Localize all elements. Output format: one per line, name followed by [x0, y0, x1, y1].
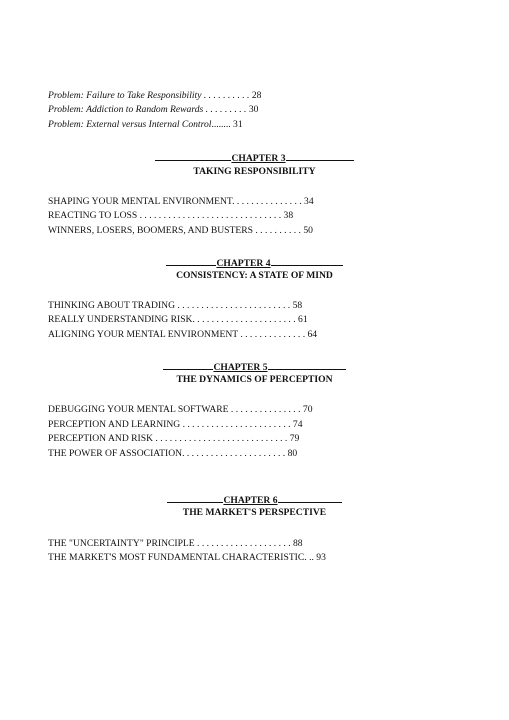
toc-entry — [48, 300, 302, 312]
chapter-number: CHAPTER 5 — [213, 362, 268, 373]
toc-entry-text: THE MARKET'S MOST FUNDAMENTAL CHARACTERISTIC — [48, 552, 305, 563]
toc-page-number: 80 — [287, 448, 298, 459]
toc-entry-text: REACTING TO LOSS — [48, 210, 138, 221]
toc-leader-dots: . . . . . . . . . . . . . . . . . . . . — [194, 538, 293, 549]
toc-leader-dots: . . . . . . . . . . . . . . . — [232, 196, 305, 207]
toc-page-number: 64 — [307, 329, 318, 340]
toc-entry-text: THE POWER OF ASSOCIATION — [48, 448, 183, 459]
toc-page-number: 34 — [304, 196, 314, 207]
chapter-number: CHAPTER 6 — [223, 495, 278, 506]
toc-page-number: 50 — [303, 225, 313, 236]
toc-entry — [48, 329, 317, 341]
toc-leader-dots: . . . . . . . . . . . . . . . . . . . . . . . . . . . . — [153, 433, 290, 444]
toc-entry — [48, 119, 243, 131]
toc-entry — [48, 404, 312, 416]
toc-page-number: 61 — [298, 314, 308, 325]
toc-entry-text: ALIGNING YOUR MENTAL ENVIRONMENT — [48, 329, 238, 340]
toc-entry-text: REALLY UNDERSTANDING RISK — [48, 314, 193, 325]
toc-entry — [48, 104, 258, 116]
toc-leader-dots: . . . . . . . . . . . . . . . . . . . . . . . — [180, 419, 293, 430]
toc-entry-text: PERCEPTION AND LEARNING — [48, 419, 181, 430]
toc-leader-dots: . . . . . . . . . . — [201, 90, 252, 101]
toc-page-number: 38 — [283, 210, 294, 221]
chapter-heading — [0, 360, 509, 374]
toc-leader-dots: . . . . . . . . . . . . . . . . . . . . . . — [182, 448, 288, 459]
toc-entry-text: PERCEPTION AND RISK — [48, 433, 154, 444]
toc-leader-dots: . . . . . . . . . . . . . . . . . . . . . . . . — [175, 300, 293, 311]
toc-entry — [48, 196, 314, 208]
chapter-number: CHAPTER 4 — [216, 258, 271, 269]
toc-entry-text: SHAPING YOUR MENTAL ENVIRONMENT — [48, 196, 233, 207]
toc-page-number: 88 — [293, 538, 303, 549]
toc-entry-text: DEBUGGING YOUR MENTAL SOFTWARE — [48, 404, 229, 415]
toc-entry-text: WINNERS, LOSERS, BOOMERS, AND BUSTERS — [48, 225, 253, 236]
toc-page-number: 93 — [316, 552, 326, 563]
toc-page-number: 31 — [233, 119, 243, 130]
toc-entry-text: Problem: Failure to Take Responsibility — [48, 90, 202, 101]
chapter-title: CONSISTENCY: A STATE OF MIND — [176, 270, 333, 281]
chapter-heading — [0, 151, 509, 165]
toc-entry — [48, 433, 299, 445]
toc-leader-dots: . . . . . . . . . . — [252, 225, 304, 236]
chapter-number: CHAPTER 3 — [231, 153, 286, 164]
toc-entry — [48, 538, 303, 550]
toc-page-number: 28 — [251, 90, 262, 101]
toc-entry-text: THINKING ABOUT TRADING — [48, 300, 176, 311]
toc-entry — [48, 225, 313, 237]
toc-entry — [48, 314, 308, 326]
toc-leader-dots: . . . . . . . . . . . . . . . — [228, 404, 303, 415]
toc-entry — [48, 448, 297, 460]
toc-entry — [48, 90, 261, 102]
chapter-title: TAKING RESPONSIBILITY — [193, 166, 316, 177]
chapter-heading — [0, 493, 509, 507]
toc-entry-text: Problem: External versus Internal Control — [48, 119, 212, 130]
chapter-title: THE DYNAMICS OF PERCEPTION — [176, 374, 333, 385]
toc-page-number: 79 — [289, 433, 300, 444]
chapter-heading — [0, 256, 509, 270]
toc-leader-dots: . . . . . . . . . . . . . . . . . . . . . . . . . . . . . . — [137, 210, 284, 221]
toc-page-number: 74 — [292, 419, 303, 430]
toc-page-number: 70 — [302, 404, 313, 415]
toc-leader-dots: . .. — [304, 552, 317, 563]
toc-page-number: 58 — [292, 300, 303, 311]
toc-leader-dots: . . . . . . . . . . . . . . . . . . . . . . — [192, 314, 299, 325]
toc-page-number: 30 — [248, 104, 259, 115]
toc-entry-text: Problem: Addiction to Random Rewards — [48, 104, 204, 115]
toc-entry — [48, 552, 326, 564]
toc-leader-dots: ........ — [211, 119, 234, 130]
toc-entry-text: THE "UNCERTAINTY" PRINCIPLE — [48, 538, 195, 549]
chapter-title: THE MARKET'S PERSPECTIVE — [182, 507, 327, 518]
toc-entry — [48, 419, 303, 431]
toc-entry — [48, 210, 293, 222]
toc-leader-dots: . . . . . . . . . . . . . . — [237, 329, 308, 340]
toc-leader-dots: . . . . . . . . . — [203, 104, 249, 115]
